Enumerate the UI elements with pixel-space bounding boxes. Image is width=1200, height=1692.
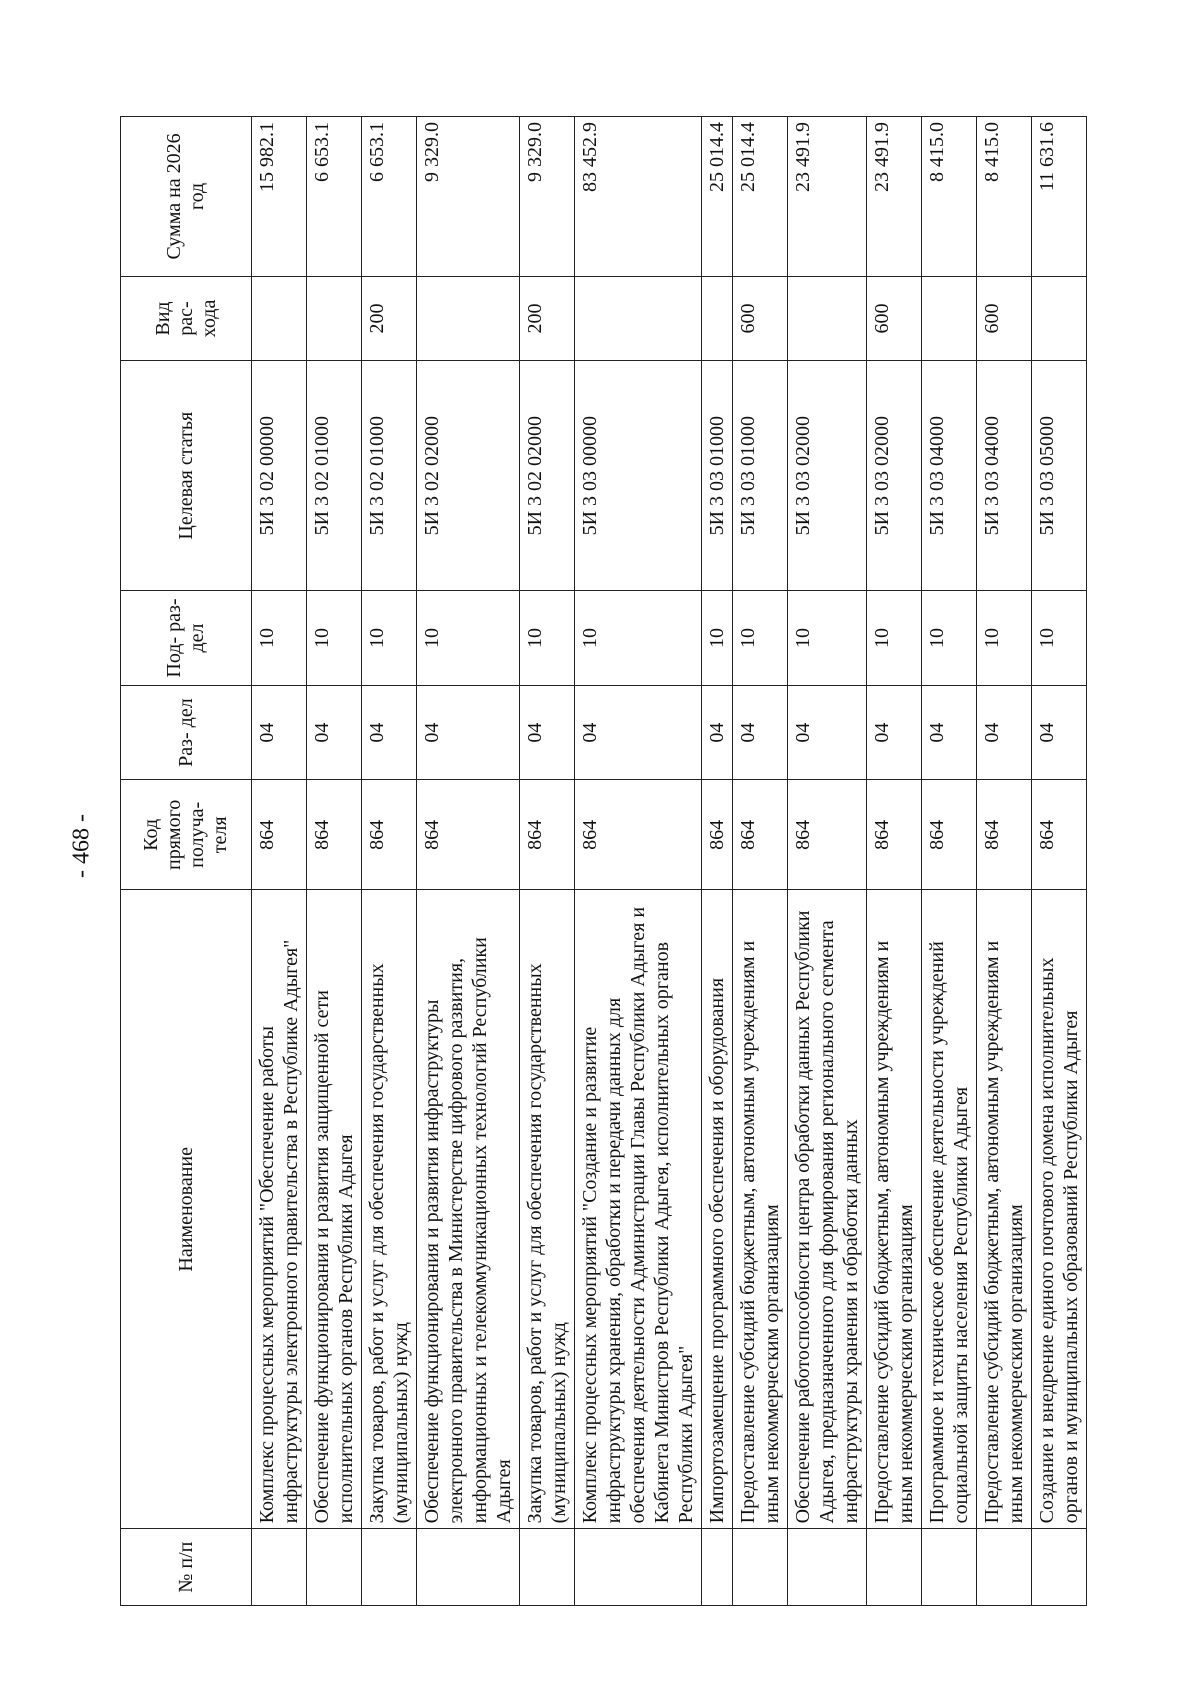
table-row [733, 117, 788, 1606]
table-row [788, 117, 867, 1606]
row-name: Обеспечение функционирования и развития инфраструктуры электронного правительства в Министерстве цифрового развития, информационных и телекоммуникационных технологий Республики Адыгея [417, 890, 520, 1529]
row-number [362, 1529, 417, 1606]
header-expense-type: Вид рас- хода [121, 276, 252, 360]
row-recipient-code: 864 [733, 780, 788, 890]
row-name: Комплекс процессных мероприятий "Создание и развитие инфраструктуры хранения, обработки и передачи данных для обеспечения деятельности Администрации Главы Республики Адыгея и Кабинета Министров Республики Адыгея, исполнительных органов Республики Адыгея" [575, 890, 702, 1529]
page-number: - 468 - [68, 814, 95, 878]
table-row [977, 117, 1032, 1606]
table-row [520, 117, 575, 1606]
table-row [702, 117, 733, 1606]
row-number [788, 1529, 867, 1606]
row-target-article: 5И 3 03 01000 [702, 361, 733, 591]
row-target-article: 5И 3 03 00000 [575, 361, 702, 591]
row-amount: 9 329.0 [417, 117, 520, 277]
row-expense-type [575, 276, 702, 360]
row-number [520, 1529, 575, 1606]
row-name: Обеспечение работоспособности центра обработки данных Республики Адыгея, предназначенного для формирования регионального сегмента инфраструктуры хранения и обработки данных [788, 890, 867, 1529]
row-amount: 23 491.9 [788, 117, 867, 277]
row-recipient-code: 864 [922, 780, 977, 890]
header-no: № п/п [121, 1529, 252, 1606]
row-number [867, 1529, 922, 1606]
row-subsection: 10 [520, 591, 575, 686]
row-target-article: 5И 3 02 01000 [362, 361, 417, 591]
row-amount: 6 653.1 [307, 117, 362, 277]
row-recipient-code: 864 [788, 780, 867, 890]
row-recipient-code: 864 [417, 780, 520, 890]
row-subsection: 10 [867, 591, 922, 686]
header-subsection: Под- раз- дел [121, 591, 252, 686]
row-number [307, 1529, 362, 1606]
row-expense-type [702, 276, 733, 360]
table-row [867, 117, 922, 1606]
row-expense-type [417, 276, 520, 360]
row-section: 04 [867, 685, 922, 780]
header-recipient-code: Код прямого получа- теля [121, 780, 252, 890]
row-section: 04 [702, 685, 733, 780]
row-target-article: 5И 3 02 01000 [307, 361, 362, 591]
row-subsection: 10 [702, 591, 733, 686]
row-expense-type: 600 [733, 276, 788, 360]
row-number [417, 1529, 520, 1606]
row-section: 04 [307, 685, 362, 780]
row-number [922, 1529, 977, 1606]
row-expense-type: 200 [362, 276, 417, 360]
row-amount: 8 415.0 [977, 117, 1032, 277]
row-name: Обеспечение функционирования и развития защищенной сети исполнительных органов Республики Адыгея [307, 890, 362, 1529]
row-number [575, 1529, 702, 1606]
row-recipient-code: 864 [362, 780, 417, 890]
table-row [922, 117, 977, 1606]
row-amount: 25 014.4 [733, 117, 788, 277]
row-number [733, 1529, 788, 1606]
row-number [1032, 1529, 1087, 1606]
row-target-article: 5И 3 03 02000 [788, 361, 867, 591]
table-header-row [121, 117, 252, 1606]
row-section: 04 [922, 685, 977, 780]
row-section: 04 [252, 685, 307, 780]
row-subsection: 10 [977, 591, 1032, 686]
row-expense-type: 600 [977, 276, 1032, 360]
row-section: 04 [733, 685, 788, 780]
row-amount: 25 014.4 [702, 117, 733, 277]
row-subsection: 10 [788, 591, 867, 686]
row-expense-type [307, 276, 362, 360]
row-subsection: 10 [733, 591, 788, 686]
budget-table [120, 116, 1087, 1606]
row-recipient-code: 864 [307, 780, 362, 890]
row-subsection: 10 [362, 591, 417, 686]
header-target-article: Целевая статья [121, 361, 252, 591]
row-expense-type [788, 276, 867, 360]
row-name: Программное и техническое обеспечение деятельности учреждений социальной защиты населения Республики Адыгея [922, 890, 977, 1529]
row-subsection: 10 [417, 591, 520, 686]
table-row [417, 117, 520, 1606]
row-target-article: 5И 3 03 04000 [977, 361, 1032, 591]
row-recipient-code: 864 [867, 780, 922, 890]
row-subsection: 10 [1032, 591, 1087, 686]
row-target-article: 5И 3 03 04000 [922, 361, 977, 591]
row-recipient-code: 864 [977, 780, 1032, 890]
row-number [252, 1529, 307, 1606]
row-target-article: 5И 3 03 05000 [1032, 361, 1087, 591]
row-number [702, 1529, 733, 1606]
row-subsection: 10 [575, 591, 702, 686]
row-name: Закупка товаров, работ и услуг для обеспечения государственных (муниципальных) нужд [362, 890, 417, 1529]
row-section: 04 [417, 685, 520, 780]
row-name: Закупка товаров, работ и услуг для обеспечения государственных (муниципальных) нужд [520, 890, 575, 1529]
row-name: Предоставление субсидий бюджетным, автономным учреждениям и иным некоммерческим организациям [867, 890, 922, 1529]
row-subsection: 10 [922, 591, 977, 686]
row-amount: 23 491.9 [867, 117, 922, 277]
table-row [575, 117, 702, 1606]
table-row [1032, 117, 1087, 1606]
row-section: 04 [1032, 685, 1087, 780]
row-amount: 11 631.6 [1032, 117, 1087, 277]
row-amount: 9 329.0 [520, 117, 575, 277]
row-amount: 83 452.9 [575, 117, 702, 277]
header-name: Наименование [121, 890, 252, 1529]
rotated-page-content [120, 116, 1082, 1606]
row-subsection: 10 [307, 591, 362, 686]
row-target-article: 5И 3 03 01000 [733, 361, 788, 591]
row-name: Создание и внедрение единого почтового домена исполнительных органов и муниципальных образований Республики Адыгея [1032, 890, 1087, 1529]
header-section: Раз- дел [121, 685, 252, 780]
row-number [977, 1529, 1032, 1606]
row-section: 04 [788, 685, 867, 780]
row-section: 04 [575, 685, 702, 780]
row-expense-type [1032, 276, 1087, 360]
row-expense-type: 600 [867, 276, 922, 360]
row-subsection: 10 [252, 591, 307, 686]
row-amount: 15 982.1 [252, 117, 307, 277]
row-name: Комплекс процессных мероприятий "Обеспечение работы инфраструктуры электронного правительства в Республике Адыгея" [252, 890, 307, 1529]
row-target-article: 5И 3 02 02000 [417, 361, 520, 591]
row-recipient-code: 864 [520, 780, 575, 890]
row-name: Импортозамещение программного обеспечения и оборудования [702, 890, 733, 1529]
row-target-article: 5И 3 03 02000 [867, 361, 922, 591]
row-expense-type [252, 276, 307, 360]
table-row [252, 117, 307, 1606]
row-target-article: 5И 3 02 00000 [252, 361, 307, 591]
header-amount: Сумма на 2026 год [121, 117, 252, 277]
row-recipient-code: 864 [1032, 780, 1087, 890]
row-expense-type: 200 [520, 276, 575, 360]
row-expense-type [922, 276, 977, 360]
row-name: Предоставление субсидий бюджетным, автономным учреждениям и иным некоммерческим организациям [977, 890, 1032, 1529]
table-row [362, 117, 417, 1606]
row-name: Предоставление субсидий бюджетным, автономным учреждениям и иным некоммерческим организациям [733, 890, 788, 1529]
row-target-article: 5И 3 02 02000 [520, 361, 575, 591]
row-amount: 6 653.1 [362, 117, 417, 277]
row-section: 04 [520, 685, 575, 780]
row-recipient-code: 864 [575, 780, 702, 890]
row-section: 04 [362, 685, 417, 780]
row-section: 04 [977, 685, 1032, 780]
table-row [307, 117, 362, 1606]
row-amount: 8 415.0 [922, 117, 977, 277]
row-recipient-code: 864 [702, 780, 733, 890]
row-recipient-code: 864 [252, 780, 307, 890]
